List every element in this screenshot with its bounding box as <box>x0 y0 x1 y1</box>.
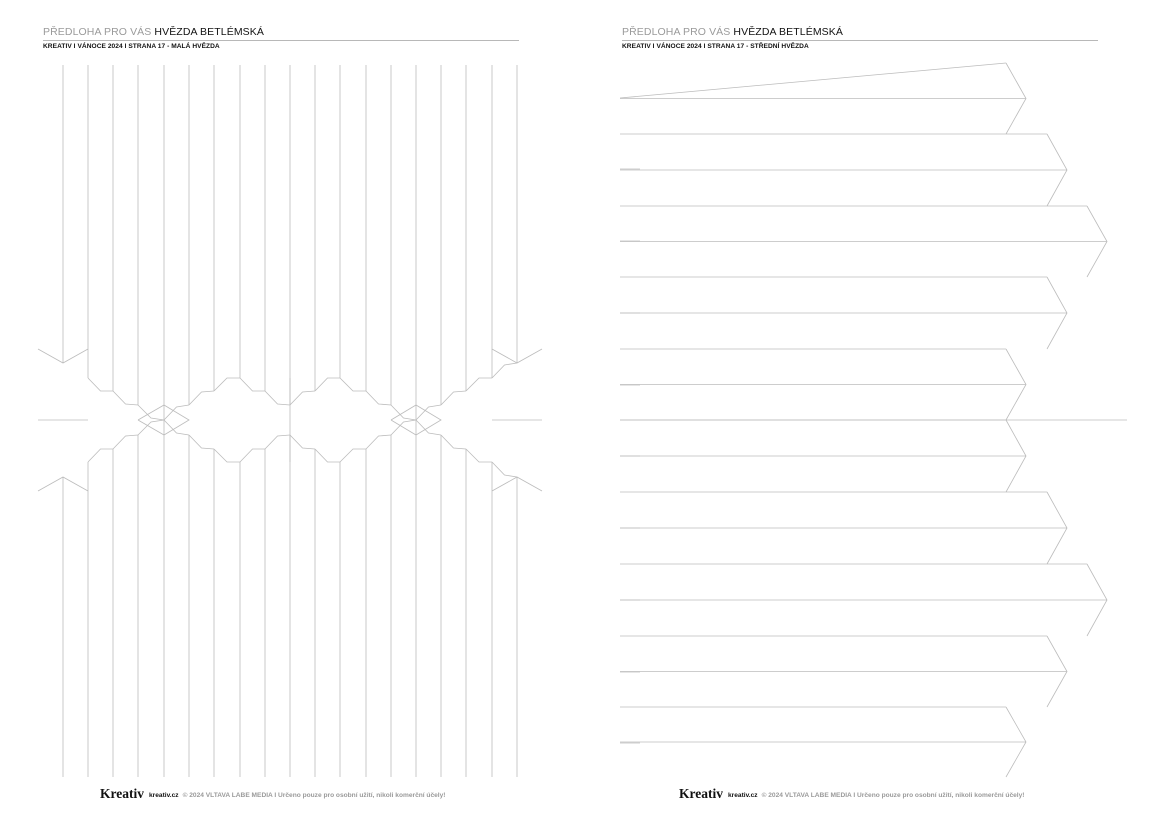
tip-edge <box>315 378 340 391</box>
tip-edge <box>240 378 265 391</box>
tip-edge <box>366 435 391 449</box>
header-prefix: PŘEDLOHA PRO VÁS <box>43 26 152 38</box>
tip-edge <box>315 449 340 462</box>
small-star-template <box>0 0 578 819</box>
header-title: HVĚZDA BETLÉMSKÁ <box>154 26 264 38</box>
tip-edge <box>340 378 366 391</box>
tip-edge <box>441 391 466 405</box>
tip-edge <box>492 363 517 378</box>
footer-site: kreativ.cz <box>149 792 179 799</box>
tip-edge <box>113 391 138 405</box>
left-page <box>0 0 578 819</box>
tip-edge <box>366 391 391 405</box>
tip-edge <box>466 449 492 462</box>
tip-edge <box>113 435 138 449</box>
tip-edge <box>466 378 492 391</box>
tip-edge <box>441 435 466 449</box>
tip-edge <box>290 391 315 405</box>
page-footer <box>100 786 445 802</box>
page-subheader: KREATIV I VÁNOCE 2024 I STRANA 17 - STŘEDNÍ HVĚZDA <box>622 43 809 50</box>
footer-copyright: © 2024 VLTAVA LABE MEDIA I Určeno pouze pro osobní užití, nikoli komerční účely! <box>761 792 1025 799</box>
tip-edge <box>265 435 290 449</box>
tip-edge <box>265 391 290 405</box>
strip-edge <box>620 63 1006 98</box>
kreativ-logo: Kreativ <box>100 786 144 801</box>
tip-edge <box>240 449 265 462</box>
tip-edge <box>290 435 315 449</box>
tip-edge <box>340 449 366 462</box>
page-footer <box>679 786 1024 802</box>
tip-edge <box>214 449 240 462</box>
tip-edge <box>189 391 214 405</box>
right-page <box>579 0 1157 819</box>
page-subheader: KREATIV I VÁNOCE 2024 I STRANA 17 - MALÁ HVĚZDA <box>43 43 220 50</box>
header-prefix: PŘEDLOHA PRO VÁS <box>622 26 731 38</box>
header-title: HVĚZDA BETLÉMSKÁ <box>733 26 843 38</box>
tip-edge <box>88 378 113 391</box>
tip-edge <box>88 449 113 462</box>
footer-copyright: © 2024 VLTAVA LABE MEDIA I Určeno pouze pro osobní užití, nikoli komerční účely! <box>182 792 446 799</box>
footer-site: kreativ.cz <box>728 792 758 799</box>
tip-edge <box>492 462 517 477</box>
tip-edge <box>214 378 240 391</box>
tip-edge <box>189 435 214 449</box>
medium-star-template <box>579 0 1157 819</box>
kreativ-logo: Kreativ <box>679 786 723 801</box>
